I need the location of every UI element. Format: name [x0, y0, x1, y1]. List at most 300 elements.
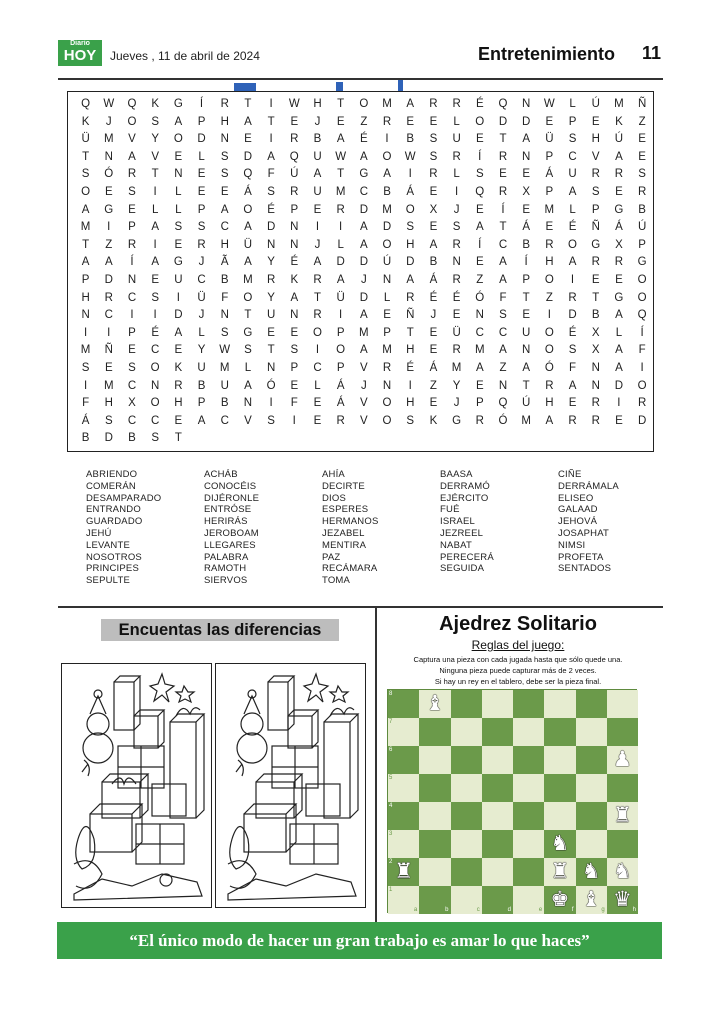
grid-letter: L	[615, 326, 623, 339]
grid-letter: H	[406, 238, 415, 251]
board-square-d7[interactable]	[482, 718, 513, 746]
grid-letter: E	[545, 221, 554, 234]
grid-letter: É	[151, 326, 159, 339]
board-square-d5[interactable]	[482, 774, 513, 802]
grid-letter: B	[313, 133, 322, 146]
grid-letter: Á	[429, 361, 438, 374]
grid-letter: Z	[360, 115, 368, 128]
grid-letter: A	[568, 256, 577, 269]
decorative-title-fragment	[398, 80, 403, 91]
grid-letter: Z	[545, 291, 553, 304]
word-list-item: SIERVOS	[204, 575, 248, 587]
board-square-a7[interactable]	[388, 718, 419, 746]
board-square-g2[interactable]	[576, 858, 607, 886]
grid-letter: R	[498, 185, 508, 198]
grid-letter: L	[569, 203, 576, 216]
board-square-f5[interactable]	[544, 774, 575, 802]
grid-letter: H	[220, 238, 229, 251]
word-list-item: HERIRÁS	[204, 516, 248, 528]
white-king-icon[interactable]: ♚	[550, 888, 570, 911]
grid-letter: H	[104, 397, 113, 410]
grid-letter: E	[591, 273, 600, 286]
board-square-e4[interactable]	[513, 802, 544, 830]
grid-letter: C	[127, 379, 137, 392]
grid-letter: I	[385, 133, 389, 146]
grid-letter: D	[243, 150, 253, 163]
grid-letter: I	[339, 309, 343, 322]
board-square-b5[interactable]	[419, 774, 450, 802]
grid-letter: É	[406, 361, 415, 374]
grid-letter: N	[382, 273, 392, 286]
board-square-g6[interactable]	[576, 746, 607, 774]
grid-letter: A	[174, 115, 183, 128]
page-header	[58, 40, 663, 80]
grid-letter: O	[81, 185, 91, 198]
grid-letter: K	[151, 98, 159, 110]
grid-letter: E	[244, 133, 252, 146]
grid-letter: J	[360, 273, 367, 286]
board-square-c4[interactable]	[451, 802, 482, 830]
grid-letter: H	[313, 98, 322, 110]
white-rook-icon[interactable]: ♜	[550, 860, 570, 883]
grid-letter: Y	[267, 256, 275, 269]
grid-letter: R	[452, 98, 461, 110]
grid-letter: D	[568, 309, 577, 322]
board-square-h7[interactable]	[607, 718, 638, 746]
grid-letter: E	[104, 361, 113, 374]
grid-letter: L	[198, 326, 205, 339]
grid-letter: S	[197, 221, 206, 234]
grid-letter: Q	[637, 309, 647, 322]
grid-letter: I	[107, 221, 111, 234]
board-square-d1[interactable]	[482, 886, 513, 914]
white-bishop-icon[interactable]: ♝	[581, 888, 601, 911]
board-square-a1[interactable]	[388, 886, 419, 914]
white-bishop-icon[interactable]: ♝	[425, 692, 445, 715]
word-list-item: NOSOTROS	[86, 551, 142, 563]
grid-letter: L	[453, 168, 460, 181]
grid-letter: G	[173, 98, 183, 110]
word-list-column-5	[558, 469, 676, 587]
grid-letter: E	[429, 221, 438, 234]
board-square-a5[interactable]	[388, 774, 419, 802]
grid-letter: A	[615, 361, 623, 374]
grid-letter: I	[454, 185, 459, 198]
grid-letter: E	[429, 344, 438, 357]
board-square-a4[interactable]	[388, 802, 419, 830]
grid-letter: D	[174, 309, 183, 322]
board-square-f8[interactable]	[544, 690, 575, 718]
grid-letter: E	[429, 185, 438, 198]
grid-letter: L	[175, 203, 182, 216]
grid-letter: G	[104, 203, 114, 216]
grid-letter: G	[614, 203, 624, 216]
grid-letter: N	[522, 150, 531, 163]
grid-letter: P	[383, 326, 391, 339]
grid-letter: J	[453, 397, 460, 410]
grid-letter: A	[499, 256, 507, 269]
grid-letter: S	[290, 344, 299, 357]
board-square-g1[interactable]	[576, 886, 607, 914]
grid-letter: R	[498, 150, 508, 163]
grid-letter: H	[81, 291, 90, 304]
grid-letter: A	[174, 326, 183, 339]
grid-letter: W	[404, 150, 416, 163]
grid-letter: F	[499, 291, 507, 304]
grid-letter: Í	[130, 256, 134, 269]
grid-letter: O	[150, 361, 160, 374]
board-square-h4[interactable]	[607, 802, 638, 830]
grid-letter: Z	[476, 273, 484, 286]
word-list-item: HERMANOS	[322, 516, 379, 528]
word-search-grid	[74, 96, 654, 448]
word-list-item: LEVANTE	[86, 539, 130, 551]
board-square-b1[interactable]	[419, 886, 450, 914]
grid-letter: B	[220, 397, 229, 410]
white-knight-icon[interactable]: ♞	[550, 832, 570, 855]
grid-letter: I	[83, 326, 88, 339]
grid-letter: Á	[522, 221, 530, 234]
grid-letter: F	[82, 397, 90, 410]
grid-letter: E	[290, 115, 299, 128]
grid-letter: Z	[499, 361, 507, 374]
grid-letter: T	[267, 115, 275, 128]
file-label: g	[601, 907, 605, 913]
grid-letter: R	[313, 309, 322, 322]
grid-letter: E	[452, 309, 461, 322]
grid-letter: S	[499, 309, 507, 322]
board-square-b6[interactable]	[419, 746, 450, 774]
grid-letter: F	[638, 344, 646, 357]
grid-letter: U	[568, 168, 577, 181]
word-list-item: JEZREEL	[440, 527, 484, 539]
board-square-c6[interactable]	[451, 746, 482, 774]
grid-letter: E	[174, 238, 183, 251]
grid-letter: D	[104, 432, 113, 445]
grid-letter: Q	[289, 150, 299, 163]
board-square-b8[interactable]	[419, 690, 450, 718]
grid-letter: X	[429, 203, 438, 216]
grid-letter: A	[545, 414, 554, 427]
grid-letter: Á	[406, 185, 415, 198]
grid-letter: G	[359, 168, 369, 181]
file-label: e	[538, 907, 543, 913]
rules-heading: Reglas del juego:	[471, 638, 565, 652]
board-square-e7[interactable]	[513, 718, 544, 746]
grid-letter: Q	[127, 98, 137, 110]
grid-letter: T	[522, 291, 530, 304]
grid-letter: R	[637, 397, 647, 410]
grid-letter: D	[359, 256, 368, 269]
board-square-f3[interactable]	[544, 830, 575, 858]
word-list-column-2	[204, 469, 322, 587]
grid-letter: Y	[452, 379, 461, 392]
grid-letter: G	[591, 238, 601, 251]
board-square-g5[interactable]	[576, 774, 607, 802]
grid-letter: R	[174, 379, 183, 392]
board-square-e1[interactable]	[513, 886, 544, 914]
grid-letter: T	[499, 133, 507, 146]
grid-letter: M	[474, 344, 485, 357]
grid-letter: R	[568, 414, 577, 427]
board-square-c7[interactable]	[451, 718, 482, 746]
grid-letter: Á	[244, 185, 252, 198]
grid-letter: A	[522, 361, 530, 374]
grid-letter: R	[290, 185, 299, 198]
board-square-b3[interactable]	[419, 830, 450, 858]
grid-letter: G	[614, 291, 624, 304]
board-square-e3[interactable]	[513, 830, 544, 858]
board-square-d8[interactable]	[482, 690, 513, 718]
board-square-d3[interactable]	[482, 830, 513, 858]
grid-letter: S	[151, 432, 159, 445]
grid-letter: A	[429, 238, 438, 251]
grid-letter: O	[312, 326, 322, 339]
grid-letter: U	[313, 150, 322, 163]
board-square-c2[interactable]	[451, 858, 482, 886]
grid-letter: J	[105, 115, 112, 128]
grid-letter: E	[522, 168, 530, 181]
word-list-item: TOMA	[322, 575, 351, 587]
grid-letter: Z	[638, 115, 646, 128]
board-square-h5[interactable]	[607, 774, 638, 802]
white-knight-icon[interactable]: ♞	[581, 860, 601, 883]
board-square-e5[interactable]	[513, 774, 544, 802]
differences-image-left	[61, 663, 212, 908]
grid-letter: D	[359, 203, 368, 216]
grid-letter: U	[313, 185, 322, 198]
board-square-d2[interactable]	[482, 858, 513, 886]
grid-letter: U	[174, 273, 183, 286]
grid-letter: I	[269, 98, 273, 110]
grid-letter: N	[452, 256, 461, 269]
grid-letter: N	[290, 309, 299, 322]
grid-letter: R	[591, 256, 600, 269]
grid-letter: H	[545, 256, 554, 269]
board-square-g7[interactable]	[576, 718, 607, 746]
grid-letter: P	[336, 361, 345, 374]
grid-letter: M	[80, 344, 91, 357]
board-square-b7[interactable]	[419, 718, 450, 746]
grid-letter: E	[174, 344, 183, 357]
board-square-f6[interactable]	[544, 746, 575, 774]
board-square-c1[interactable]	[451, 886, 482, 914]
grid-letter: V	[360, 414, 368, 427]
grid-letter: D	[382, 221, 392, 234]
grid-letter: E	[406, 115, 415, 128]
grid-letter: L	[337, 238, 344, 251]
grid-letter: X	[522, 185, 530, 198]
grid-letter: U	[197, 361, 206, 374]
white-rook-icon[interactable]: ♜	[612, 804, 632, 827]
board-square-c5[interactable]	[451, 774, 482, 802]
grid-letter: Y	[267, 291, 275, 304]
grid-letter: Q	[243, 168, 253, 181]
grid-letter: S	[151, 291, 159, 304]
grid-letter: M	[544, 203, 555, 216]
grid-letter: S	[128, 361, 136, 374]
board-square-a3[interactable]	[388, 830, 419, 858]
board-square-c3[interactable]	[451, 830, 482, 858]
grid-letter: C	[197, 273, 206, 286]
board-square-e6[interactable]	[513, 746, 544, 774]
grid-letter: M	[359, 326, 369, 339]
word-list-item: ABRIENDO	[86, 469, 138, 480]
grid-letter: S	[568, 344, 577, 357]
grid-letter: Z	[429, 379, 437, 392]
board-square-b2[interactable]	[419, 858, 450, 886]
grid-letter: P	[197, 115, 206, 128]
grid-letter: F	[290, 397, 298, 410]
grid-letter: T	[337, 98, 345, 110]
grid-letter: O	[127, 115, 137, 128]
grid-letter: X	[128, 397, 136, 410]
white-queen-icon[interactable]: ♛	[612, 888, 632, 911]
grid-letter: E	[615, 273, 623, 286]
grid-letter: E	[568, 397, 577, 410]
grid-letter: C	[151, 344, 160, 357]
file-label: b	[445, 907, 449, 913]
board-square-e8[interactable]	[513, 690, 544, 718]
word-list-item: DERRÁMALA	[558, 480, 619, 492]
grid-letter: R	[452, 238, 461, 251]
board-square-g3[interactable]	[576, 830, 607, 858]
grid-letter: T	[82, 238, 90, 251]
grid-letter: J	[198, 309, 205, 322]
board-square-a8[interactable]	[388, 690, 419, 718]
grid-letter: S	[638, 168, 646, 181]
logo-big-text: HOY	[63, 47, 97, 64]
board-square-d4[interactable]	[482, 802, 513, 830]
grid-letter: I	[83, 379, 88, 392]
grid-letter: A	[244, 256, 252, 269]
grid-letter: R	[290, 133, 299, 146]
board-square-h2[interactable]	[607, 858, 638, 886]
grid-letter: A	[104, 256, 113, 269]
white-knight-icon[interactable]: ♞	[612, 860, 632, 883]
grid-letter: S	[81, 168, 90, 181]
grid-letter: S	[429, 150, 438, 163]
grid-letter: H	[220, 115, 229, 128]
word-list-item: MENTIRA	[322, 539, 367, 551]
board-square-a6[interactable]	[388, 746, 419, 774]
grid-letter: A	[81, 203, 90, 216]
white-pawn-icon[interactable]: ♟	[612, 748, 632, 771]
grid-letter: G	[452, 414, 462, 427]
grid-letter: S	[128, 185, 136, 198]
word-list-item: DIOS	[322, 492, 347, 504]
board-square-a2[interactable]	[388, 858, 419, 886]
word-list-item: DERRAMÓ	[440, 480, 490, 492]
grid-letter: O	[359, 98, 369, 110]
grid-letter: Ñ	[637, 98, 647, 110]
grid-letter: K	[429, 414, 438, 427]
differences-image-right	[215, 663, 366, 908]
grid-letter: E	[499, 168, 507, 181]
grid-letter: T	[244, 98, 252, 110]
board-square-h1[interactable]	[607, 886, 638, 914]
grid-letter: I	[153, 309, 157, 322]
grid-letter: J	[453, 203, 460, 216]
grid-letter: W	[288, 98, 300, 110]
grid-letter: E	[615, 185, 623, 198]
grid-letter: M	[103, 133, 114, 146]
board-square-h3[interactable]	[607, 830, 638, 858]
gifts-illustration-icon	[216, 664, 364, 906]
grid-letter: O	[336, 344, 346, 357]
grid-letter: E	[638, 133, 646, 146]
board-square-d6[interactable]	[482, 746, 513, 774]
grid-letter: O	[637, 273, 647, 286]
grid-letter: T	[522, 379, 530, 392]
file-label: f	[571, 907, 574, 913]
grid-letter: N	[522, 344, 531, 357]
word-list-column-1	[86, 469, 204, 587]
board-square-f4[interactable]	[544, 802, 575, 830]
grid-letter: D	[359, 291, 368, 304]
board-square-h8[interactable]	[607, 690, 638, 718]
grid-letter: V	[591, 150, 600, 163]
grid-letter: Ú	[290, 168, 299, 181]
grid-letter: O	[150, 397, 160, 410]
grid-letter: C	[359, 185, 368, 198]
grid-letter: M	[521, 414, 531, 427]
grid-letter: Í	[199, 98, 204, 110]
board-square-f2[interactable]	[544, 858, 575, 886]
grid-letter: P	[545, 185, 554, 198]
board-square-e2[interactable]	[513, 858, 544, 886]
grid-letter: É	[290, 256, 299, 269]
board-square-c8[interactable]	[451, 690, 482, 718]
grid-letter: A	[499, 344, 507, 357]
word-search-puzzle	[67, 91, 654, 452]
rule-line: Ninguna pieza puede capturar más de 2 veces.	[439, 666, 597, 675]
grid-letter: R	[591, 397, 600, 410]
grid-letter: N	[220, 133, 229, 146]
word-list-item: SEGUIDA	[440, 563, 485, 575]
board-square-f1[interactable]	[544, 886, 575, 914]
grid-letter: A	[244, 379, 252, 392]
word-list-item: CIÑE	[558, 469, 582, 480]
grid-letter: Ñ	[406, 309, 415, 322]
grid-letter: R	[637, 185, 647, 198]
board-square-f7[interactable]	[544, 718, 575, 746]
grid-letter: L	[383, 291, 391, 304]
grid-letter: S	[267, 414, 275, 427]
grid-letter: E	[383, 309, 391, 322]
grid-letter: Á	[429, 273, 438, 286]
grid-letter: O	[475, 115, 485, 128]
board-square-g4[interactable]	[576, 802, 607, 830]
grid-letter: S	[568, 133, 577, 146]
grid-letter: I	[153, 185, 157, 198]
board-square-h6[interactable]	[607, 746, 638, 774]
grid-letter: M	[382, 344, 392, 357]
white-rook-icon[interactable]: ♜	[394, 860, 414, 883]
board-square-g8[interactable]	[576, 690, 607, 718]
grid-letter: L	[151, 203, 159, 216]
board-square-b4[interactable]	[419, 802, 450, 830]
grid-letter: Ó	[266, 379, 276, 392]
grid-letter: R	[220, 98, 229, 110]
grid-letter: É	[568, 326, 577, 339]
page-number: 11	[641, 43, 661, 63]
word-list-item: FUÉ	[440, 504, 460, 516]
grid-letter: R	[266, 273, 276, 286]
grid-letter: O	[544, 344, 554, 357]
grid-letter: L	[314, 379, 321, 392]
chess-board	[387, 689, 637, 913]
